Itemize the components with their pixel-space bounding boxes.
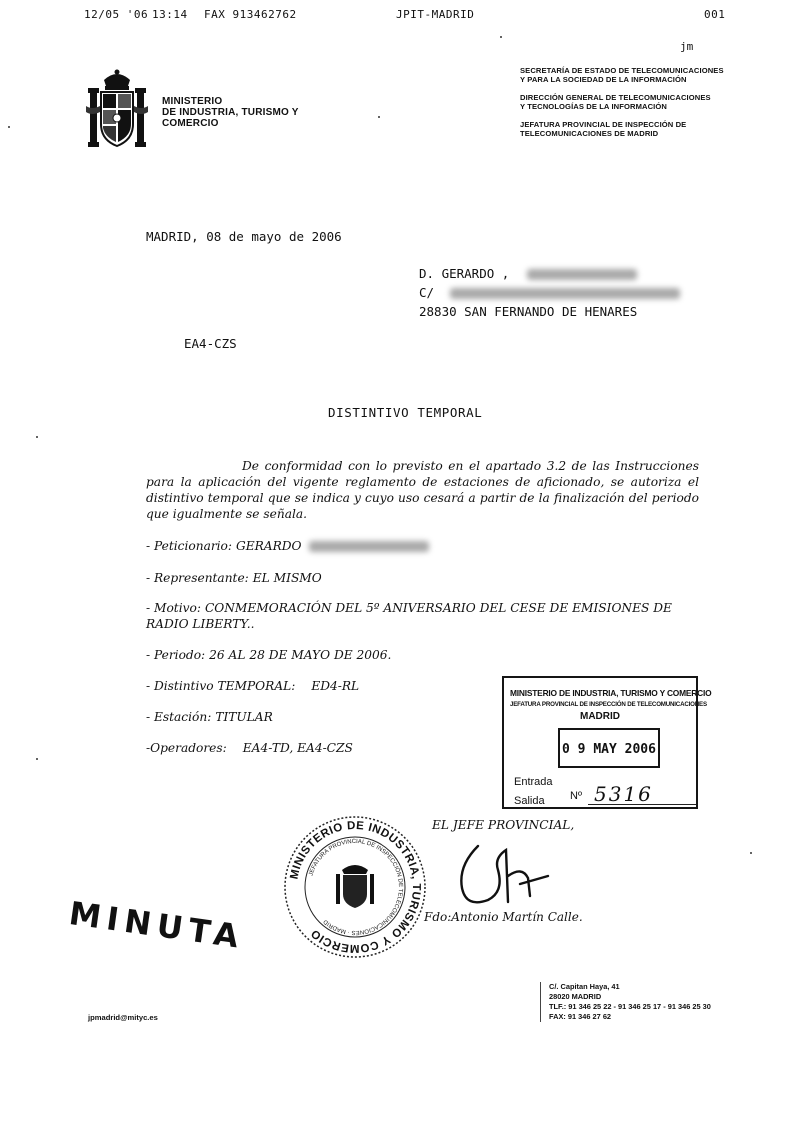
- redacted-surname: [309, 541, 429, 552]
- field-value: GERARDO: [236, 539, 302, 553]
- field-value: EL MISMO: [252, 571, 322, 585]
- field-label: - Peticionario:: [146, 539, 232, 553]
- field-operadores: [146, 741, 353, 755]
- scan-speck: [500, 36, 502, 38]
- redacted-surname: [527, 269, 637, 280]
- footer-address: C/. Capitan Haya, 41 28020 MADRID TLF.: 91 346 25 22 - 91 346 25 17 - 91 346 25 30 FAX: 91 346 27 62: [540, 982, 711, 1022]
- addressee-street-line: [419, 283, 680, 302]
- stamp-number-label: Nº: [570, 790, 582, 802]
- department-jefatura: JEFATURA PROVINCIAL DE INSPECCIÓN DE TELECOMUNICACIONES DE MADRID: [520, 120, 687, 138]
- field-label: - Estación:: [146, 710, 212, 724]
- addressee-name: D. GERARDO ,: [419, 266, 510, 281]
- field-value: 26 AL 28 DE MAYO DE 2006.: [209, 648, 392, 662]
- field-value: ED4-RL: [311, 679, 360, 693]
- stamp-number-underline: [588, 804, 696, 805]
- scan-speck: [36, 436, 38, 438]
- field-distintivo: [146, 679, 359, 693]
- footer-email: jpmadrid@mityc.es: [88, 1013, 158, 1022]
- registry-stamp: [502, 676, 712, 809]
- scan-speck: [8, 126, 10, 128]
- signature-image: [448, 836, 568, 916]
- field-representante: [146, 571, 322, 585]
- fax-number: FAX 913462762: [204, 8, 297, 21]
- field-value: EA4-TD, EA4-CZS: [242, 741, 353, 755]
- addressee-street-prefix: C/: [419, 285, 435, 300]
- stamp-entrada: Entrada: [514, 776, 553, 788]
- official-seal: [280, 812, 430, 962]
- field-value: CONMEMORACIÓN DEL 5º ANIVERSARIO DEL CESE DE EMISIONES DE RADIO LIBERTY..: [146, 601, 672, 631]
- fax-time: 13:14: [152, 8, 188, 21]
- stamp-jefatura: JEFATURA PROVINCIAL DE INSPECCIÓN DE TELECOMUNICACIONES: [510, 701, 707, 708]
- stamp-date-box: [558, 728, 660, 768]
- stamp-number: 5316: [594, 782, 653, 806]
- scan-speck: [378, 116, 380, 118]
- field-label: -Operadores:: [146, 741, 227, 755]
- field-value: TITULAR: [215, 710, 273, 724]
- field-label: - Representante:: [146, 571, 249, 585]
- field-label: - Motivo:: [146, 601, 201, 615]
- department-secretaria: SECRETARÍA DE ESTADO DE TELECOMUNICACIONES Y PARA LA SOCIEDAD DE LA INFORMACIÓN: [520, 66, 724, 84]
- addressee-name-line: [419, 264, 680, 283]
- field-motivo: [146, 600, 706, 632]
- ministry-name-line1: MINISTERIO: [162, 96, 223, 107]
- ministry-name-line2: DE INDUSTRIA, TURISMO Y: [162, 107, 299, 118]
- field-estacion: [146, 710, 273, 724]
- field-periodo: [146, 648, 391, 662]
- seal-inner-text: JEFATURA PROVINCIAL DE INSPECCIÓN DE TELECOMUNICACIONES · MADRID: [308, 838, 404, 936]
- handwritten-initials: jm: [680, 40, 694, 53]
- ministry-name: [162, 96, 362, 129]
- scan-speck: [750, 852, 752, 854]
- department-block: [520, 66, 770, 147]
- field-label: - Distintivo TEMPORAL:: [146, 679, 296, 693]
- fax-sender: JPIT-MADRID: [396, 8, 475, 21]
- seal-crest-icon: [336, 865, 374, 908]
- addressee-city: 28830 SAN FERNANDO DE HENARES: [419, 304, 638, 319]
- scan-speck: [36, 758, 38, 760]
- chief-title: EL JEFE PROVINCIAL,: [432, 818, 575, 832]
- redacted-street: [450, 288, 680, 299]
- callsign-reference: EA4-CZS: [184, 336, 237, 351]
- body-paragraph: De conformidad con lo previsto en el apartado 3.2 de las Instrucciones para la aplicación del vigente reglamento de estaciones de aficionado, se autoriza el distintivo temporal que se indica y cuyo uso cesará a partir de la finalización del periodo que igualmente se señala.: [146, 459, 699, 521]
- fax-header: [0, 6, 800, 24]
- field-label: - Periodo:: [146, 648, 206, 662]
- stamp-ministry: MINISTERIO DE INDUSTRIA, TURISMO Y COMERCIO: [510, 688, 712, 698]
- signatory-name: Fdo:Antonio Martín Calle.: [424, 910, 583, 924]
- fax-date: 12/05 '06: [84, 8, 149, 21]
- department-direccion: DIRECCIÓN GENERAL DE TELECOMUNICACIONES Y TECNOLOGÍAS DE LA INFORMACIÓN: [520, 93, 711, 111]
- place-date: MADRID, 08 de mayo de 2006: [146, 229, 342, 244]
- stamp-salida: Salida: [514, 795, 545, 807]
- field-peticionario: [146, 539, 429, 553]
- fax-page: 001: [704, 8, 726, 21]
- addressee-block: [419, 264, 680, 321]
- ministry-name-line3: COMERCIO: [162, 118, 219, 129]
- coat-of-arms-icon: [86, 66, 148, 152]
- seal-outer-text: MINISTERIO DE INDUSTRIA, TURISMO Y COMERCIO: [288, 819, 423, 955]
- document-title: DISTINTIVO TEMPORAL: [328, 405, 483, 420]
- minuta-stamp: MINUTA: [66, 894, 247, 957]
- stamp-city: MADRID: [580, 711, 620, 722]
- stamp-date: 0 9 MAY 2006: [562, 742, 656, 757]
